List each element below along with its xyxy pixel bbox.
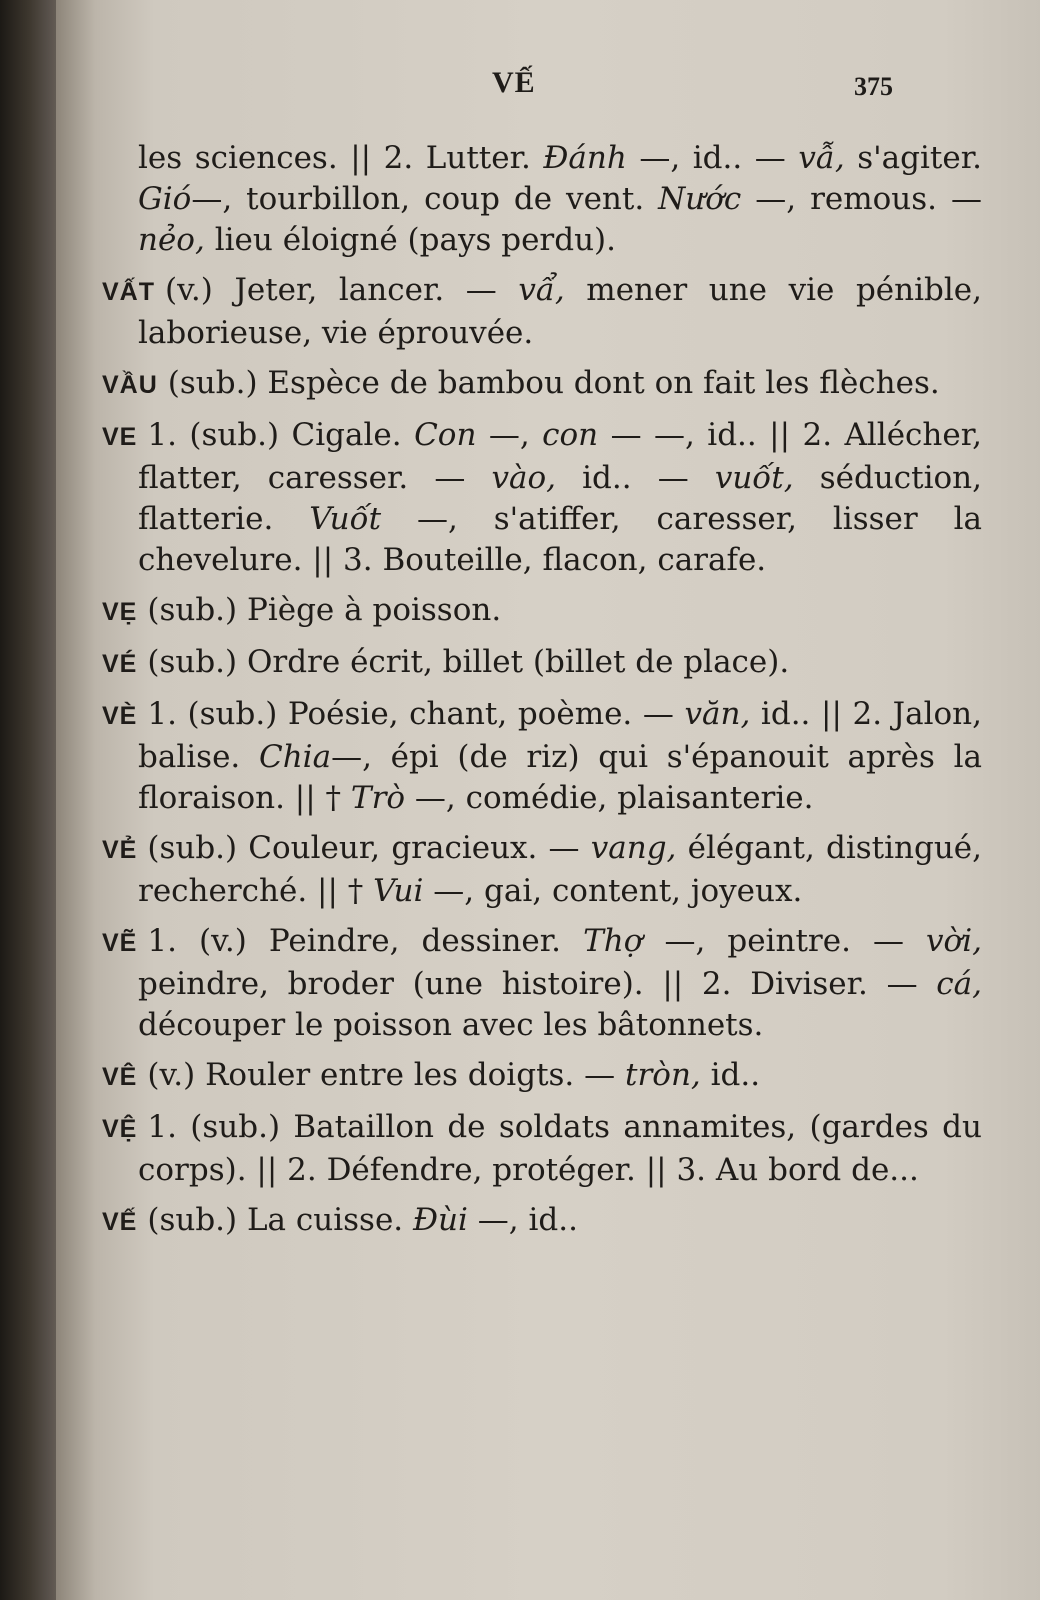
entry-vat: VẤT (v.) Jeter, lancer. — vẩ, mener une vie pénible, laborieuse, vie éprouvée. [102, 272, 982, 351]
headword: VẾ [102, 1208, 138, 1236]
dictionary-body [102, 138, 982, 1252]
entry-vau: VẦU (sub.) Espèce de bambou dont on fait les flèches. [102, 365, 940, 401]
headword: VÉ [102, 650, 138, 678]
book-spine [0, 0, 64, 1600]
entry-ve-1: VE 1. (sub.) Cigale. Con —, con — —, id.. || 2. Allécher, flatter, caresser. — vào, id.. — vuốt, séduction, flatterie. Vuốt —, s'atiffer, caresser, lisser la chevelure. || 3. Bouteille, flacon, carafe. [102, 417, 982, 578]
entry-ve-circumflex: VÊ (v.) Rouler entre les doigts. — tròn, id.. [102, 1057, 761, 1093]
headword: VẼ [102, 929, 138, 957]
headword: VỆ [102, 1115, 138, 1143]
entry-ve-dot: VẸ (sub.) Piège à poisson. [102, 592, 502, 628]
headword: VE [102, 423, 138, 451]
page-number: 375 [854, 72, 893, 101]
entry-ve-tilde: VẼ 1. (v.) Peindre, dessiner. Thợ —, peintre. — vời, peindre, broder (une histoire). || 2. Diviser. — cá, découper le poisson avec les bâtonnets. [102, 923, 982, 1043]
page-header [56, 62, 1040, 112]
entry-ve-hook: VẺ (sub.) Couleur, gracieux. — vang, élégant, distingué, recherché. || † Vui —, gai, content, joyeux. [102, 830, 982, 909]
entry-ve-circumflex-acute: VẾ (sub.) La cuisse. Đùi —, id.. [102, 1202, 578, 1238]
entry-ve-circumflex-dot: VỆ 1. (sub.) Bataillon de soldats annamites, (gardes du corps). || 2. Défendre, protéger. || 3. Au bord de... [102, 1109, 982, 1188]
entry-continuation: les sciences. || 2. Lutter. Đánh —, id.. — vẫ, s'agiter. Gió—, tourbillon, coup de vent. Nước —, remous. — nẻo, lieu éloigné (pays perdu). [138, 140, 982, 258]
headword: VÈ [102, 702, 138, 730]
headword: VẤT [102, 278, 155, 306]
entry-ve-grave: VÈ 1. (sub.) Poésie, chant, poème. — văn, id.. || 2. Jalon, balise. Chia—, épi (de riz) qui s'épanouit après la floraison. || † Trò —, comédie, plaisanterie. [102, 696, 982, 816]
headword: VÊ [102, 1063, 138, 1091]
entry-ve-acute: VÉ (sub.) Ordre écrit, billet (billet de place). [102, 644, 790, 680]
running-head-word: VẾ [492, 66, 536, 99]
headword: VẦU [102, 371, 158, 399]
book-page [56, 0, 1040, 1600]
headword: VẺ [102, 836, 138, 864]
headword: VẸ [102, 598, 138, 626]
